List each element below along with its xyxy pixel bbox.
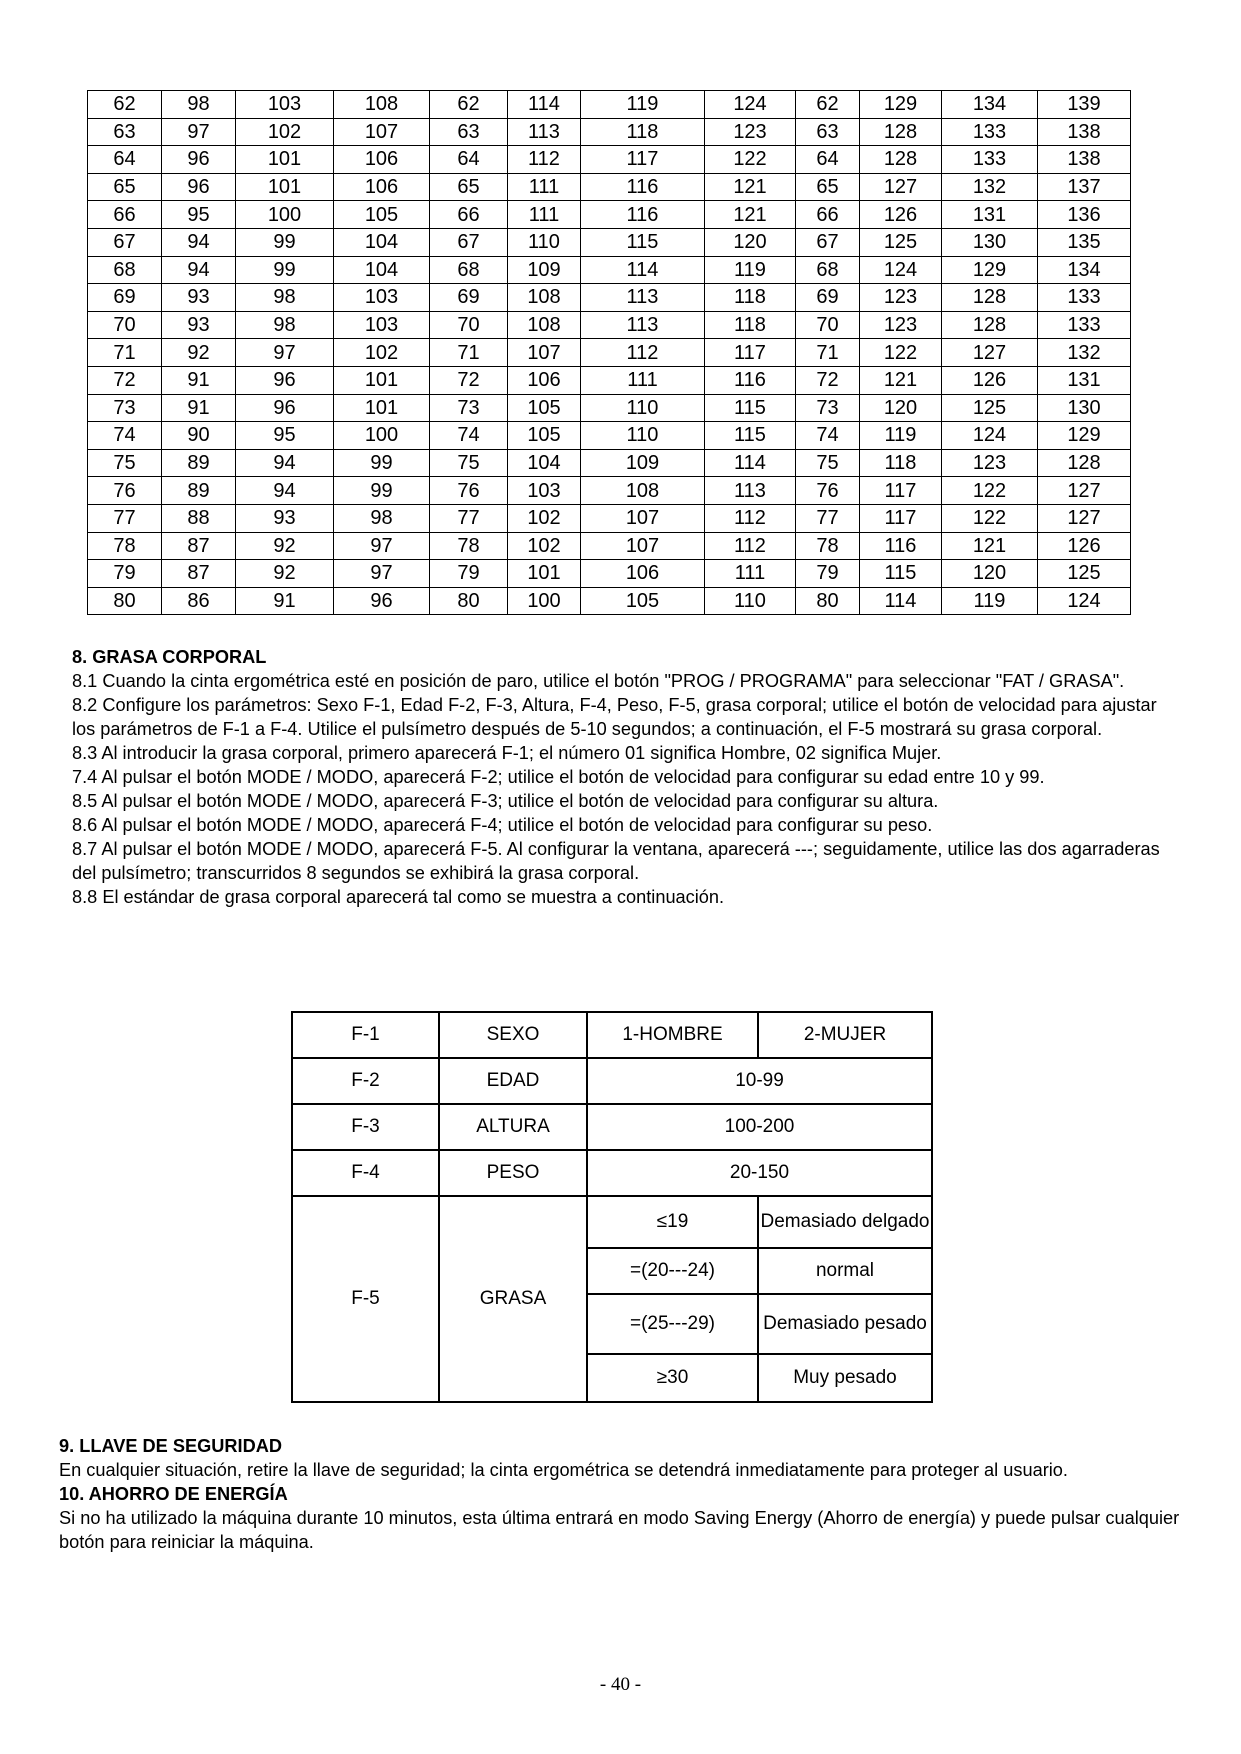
table-cell: 76 bbox=[430, 477, 508, 505]
table-cell: 124 bbox=[860, 256, 942, 284]
table-cell: 104 bbox=[334, 256, 430, 284]
table-cell: 130 bbox=[942, 228, 1038, 256]
table-cell: 93 bbox=[236, 504, 334, 532]
param-name: GRASA bbox=[439, 1196, 587, 1402]
table-cell: 113 bbox=[705, 477, 796, 505]
table-cell: 112 bbox=[581, 339, 705, 367]
fat-range: ≥30 bbox=[587, 1354, 758, 1402]
table-cell: 105 bbox=[508, 394, 581, 422]
table-cell: 122 bbox=[942, 477, 1038, 505]
table-cell: 91 bbox=[236, 587, 334, 615]
table-cell: 96 bbox=[162, 173, 236, 201]
table-cell: 75 bbox=[796, 449, 860, 477]
table-cell: 72 bbox=[430, 366, 508, 394]
table-cell: 125 bbox=[1038, 560, 1131, 588]
table-cell: 115 bbox=[705, 422, 796, 450]
table-cell: 111 bbox=[581, 366, 705, 394]
table-cell: 127 bbox=[942, 339, 1038, 367]
table-cell: 126 bbox=[1038, 532, 1131, 560]
table-cell: 65 bbox=[796, 173, 860, 201]
table-cell: 138 bbox=[1038, 118, 1131, 146]
table-cell: 64 bbox=[430, 146, 508, 174]
table-row bbox=[292, 1196, 932, 1248]
paragraph: 8.3 Al introducir la grasa corporal, primero aparecerá F-1; el número 01 significa Hombre, 02 significa Mujer. bbox=[72, 743, 942, 763]
table-cell: 62 bbox=[796, 91, 860, 119]
page-number: - 40 - bbox=[599, 1674, 642, 1695]
section-safety-and-energy bbox=[59, 1434, 1189, 1554]
table-cell: 114 bbox=[508, 91, 581, 119]
table-cell: 64 bbox=[796, 146, 860, 174]
table-cell: 75 bbox=[430, 449, 508, 477]
table-cell: 128 bbox=[1038, 449, 1131, 477]
param-code: F-4 bbox=[292, 1150, 439, 1196]
table-cell: 133 bbox=[1038, 311, 1131, 339]
table-cell: 113 bbox=[581, 311, 705, 339]
param-name: SEXO bbox=[439, 1012, 587, 1058]
table-cell: 103 bbox=[508, 477, 581, 505]
table-cell: 118 bbox=[581, 118, 705, 146]
table-cell: 116 bbox=[705, 366, 796, 394]
fat-level-label: normal bbox=[758, 1248, 932, 1294]
table-cell: 105 bbox=[508, 422, 581, 450]
table-row bbox=[88, 366, 1131, 394]
table-cell: 97 bbox=[162, 118, 236, 146]
table-cell: 125 bbox=[860, 228, 942, 256]
table-cell: 105 bbox=[581, 587, 705, 615]
table-cell: 89 bbox=[162, 449, 236, 477]
table-cell: 107 bbox=[508, 339, 581, 367]
table-cell: 119 bbox=[705, 256, 796, 284]
table-row bbox=[88, 173, 1131, 201]
table-row bbox=[88, 504, 1131, 532]
table-cell: 119 bbox=[860, 422, 942, 450]
table-cell: 95 bbox=[236, 422, 334, 450]
table-cell: 116 bbox=[581, 201, 705, 229]
table-cell: 111 bbox=[705, 560, 796, 588]
table-cell: 98 bbox=[334, 504, 430, 532]
table-cell: 112 bbox=[508, 146, 581, 174]
table-cell: 123 bbox=[705, 118, 796, 146]
table-cell: 92 bbox=[162, 339, 236, 367]
table-cell: 71 bbox=[430, 339, 508, 367]
table-row bbox=[292, 1150, 932, 1196]
table-cell: 98 bbox=[162, 91, 236, 119]
table-cell: 103 bbox=[334, 284, 430, 312]
table-cell: 137 bbox=[1038, 173, 1131, 201]
table-cell: 106 bbox=[334, 173, 430, 201]
table-cell: 128 bbox=[942, 311, 1038, 339]
table-cell: 99 bbox=[334, 477, 430, 505]
table-cell: 106 bbox=[508, 366, 581, 394]
table-cell: 91 bbox=[162, 394, 236, 422]
fat-level-label: Demasiado delgado bbox=[758, 1196, 932, 1248]
table-cell: 123 bbox=[860, 311, 942, 339]
table-cell: 128 bbox=[860, 146, 942, 174]
table-cell: 104 bbox=[334, 228, 430, 256]
table-cell: 107 bbox=[334, 118, 430, 146]
table-cell: 72 bbox=[796, 366, 860, 394]
table-cell: 69 bbox=[88, 284, 162, 312]
table-cell: 129 bbox=[1038, 422, 1131, 450]
table-cell: 63 bbox=[88, 118, 162, 146]
table-row bbox=[88, 339, 1131, 367]
table-cell: 96 bbox=[236, 394, 334, 422]
table-cell: 100 bbox=[334, 422, 430, 450]
table-row bbox=[88, 118, 1131, 146]
paragraph: 7.4 Al pulsar el botón MODE / MODO, aparecerá F-2; utilice el botón de velocidad para configurar su edad entre 10 y 99. bbox=[72, 767, 1045, 787]
table-cell: 120 bbox=[942, 560, 1038, 588]
table-cell: 124 bbox=[1038, 587, 1131, 615]
table-cell: 117 bbox=[581, 146, 705, 174]
fat-level-label: Demasiado pesado bbox=[758, 1294, 932, 1354]
table-cell: 107 bbox=[581, 504, 705, 532]
table-cell: 94 bbox=[162, 256, 236, 284]
table-cell: 131 bbox=[1038, 366, 1131, 394]
table-cell: 99 bbox=[236, 256, 334, 284]
param-code: F-2 bbox=[292, 1058, 439, 1104]
table-cell: 68 bbox=[796, 256, 860, 284]
table-cell: 107 bbox=[581, 532, 705, 560]
table-cell: 97 bbox=[334, 532, 430, 560]
table-cell: 79 bbox=[88, 560, 162, 588]
table-cell: 135 bbox=[1038, 228, 1131, 256]
table-cell: 75 bbox=[88, 449, 162, 477]
table-cell: 132 bbox=[1038, 339, 1131, 367]
param-name: PESO bbox=[439, 1150, 587, 1196]
table-cell: 87 bbox=[162, 532, 236, 560]
table-cell: 124 bbox=[705, 91, 796, 119]
table-cell: 70 bbox=[796, 311, 860, 339]
table-cell: 93 bbox=[162, 284, 236, 312]
table-cell: 73 bbox=[796, 394, 860, 422]
table-cell: 91 bbox=[162, 366, 236, 394]
section-body-fat bbox=[72, 645, 1182, 909]
fat-range: ≤19 bbox=[587, 1196, 758, 1248]
table-cell: 115 bbox=[581, 228, 705, 256]
table-cell: 117 bbox=[860, 504, 942, 532]
body-fat-parameter-table bbox=[291, 1011, 933, 1403]
table-cell: 100 bbox=[236, 201, 334, 229]
table-cell: 127 bbox=[1038, 504, 1131, 532]
table-cell: 108 bbox=[581, 477, 705, 505]
table-cell: 108 bbox=[334, 91, 430, 119]
table-cell: 119 bbox=[942, 587, 1038, 615]
table-cell: 73 bbox=[88, 394, 162, 422]
table-cell: 74 bbox=[88, 422, 162, 450]
table-cell: 64 bbox=[88, 146, 162, 174]
table-cell: 98 bbox=[236, 311, 334, 339]
table-cell: 122 bbox=[860, 339, 942, 367]
table-cell: 133 bbox=[942, 146, 1038, 174]
param-option: 1-HOMBRE bbox=[587, 1012, 758, 1058]
table-cell: 136 bbox=[1038, 201, 1131, 229]
table-cell: 67 bbox=[796, 228, 860, 256]
param-range: 100-200 bbox=[587, 1104, 932, 1150]
table-cell: 127 bbox=[1038, 477, 1131, 505]
table-cell: 112 bbox=[705, 532, 796, 560]
table-cell: 98 bbox=[236, 284, 334, 312]
table-cell: 114 bbox=[705, 449, 796, 477]
table-cell: 66 bbox=[796, 201, 860, 229]
table-cell: 92 bbox=[236, 560, 334, 588]
table-row bbox=[88, 228, 1131, 256]
table-cell: 76 bbox=[796, 477, 860, 505]
fat-level-label: Muy pesado bbox=[758, 1354, 932, 1402]
param-name: EDAD bbox=[439, 1058, 587, 1104]
param-range: 20-150 bbox=[587, 1150, 932, 1196]
table-cell: 99 bbox=[334, 449, 430, 477]
table-row bbox=[88, 422, 1131, 450]
table-cell: 106 bbox=[581, 560, 705, 588]
table-row bbox=[88, 146, 1131, 174]
table-cell: 97 bbox=[334, 560, 430, 588]
table-row bbox=[88, 477, 1131, 505]
table-cell: 130 bbox=[1038, 394, 1131, 422]
table-cell: 122 bbox=[942, 504, 1038, 532]
table-cell: 118 bbox=[705, 284, 796, 312]
param-option: 2-MUJER bbox=[758, 1012, 932, 1058]
table-cell: 101 bbox=[334, 366, 430, 394]
table-cell: 92 bbox=[236, 532, 334, 560]
table-cell: 112 bbox=[705, 504, 796, 532]
table-cell: 90 bbox=[162, 422, 236, 450]
table-cell: 74 bbox=[430, 422, 508, 450]
table-cell: 68 bbox=[88, 256, 162, 284]
table-cell: 80 bbox=[796, 587, 860, 615]
table-cell: 86 bbox=[162, 587, 236, 615]
paragraph: 8.5 Al pulsar el botón MODE / MODO, aparecerá F-3; utilice el botón de velocidad para configurar su altura. bbox=[72, 791, 939, 811]
table-cell: 87 bbox=[162, 560, 236, 588]
table-cell: 79 bbox=[430, 560, 508, 588]
table-cell: 111 bbox=[508, 173, 581, 201]
table-row bbox=[88, 91, 1131, 119]
table-cell: 66 bbox=[430, 201, 508, 229]
table-cell: 101 bbox=[334, 394, 430, 422]
table-cell: 94 bbox=[236, 477, 334, 505]
table-cell: 94 bbox=[162, 228, 236, 256]
table-cell: 68 bbox=[430, 256, 508, 284]
table-cell: 78 bbox=[796, 532, 860, 560]
table-cell: 115 bbox=[705, 394, 796, 422]
table-cell: 108 bbox=[508, 311, 581, 339]
table-cell: 113 bbox=[581, 284, 705, 312]
table-row bbox=[292, 1104, 932, 1150]
table-cell: 104 bbox=[508, 449, 581, 477]
table-cell: 126 bbox=[860, 201, 942, 229]
paragraph: 8.6 Al pulsar el botón MODE / MODO, aparecerá F-4; utilice el botón de velocidad para configurar su peso. bbox=[72, 815, 933, 835]
fat-range: =(25---29) bbox=[587, 1294, 758, 1354]
table-row bbox=[88, 587, 1131, 615]
param-code: F-3 bbox=[292, 1104, 439, 1150]
table-cell: 102 bbox=[334, 339, 430, 367]
table-cell: 67 bbox=[430, 228, 508, 256]
table-cell: 97 bbox=[236, 339, 334, 367]
table-cell: 126 bbox=[942, 366, 1038, 394]
table-cell: 117 bbox=[860, 477, 942, 505]
table-row bbox=[88, 449, 1131, 477]
table-cell: 121 bbox=[860, 366, 942, 394]
table-cell: 122 bbox=[705, 146, 796, 174]
table-cell: 114 bbox=[581, 256, 705, 284]
table-cell: 133 bbox=[1038, 284, 1131, 312]
table-cell: 101 bbox=[236, 146, 334, 174]
table-cell: 71 bbox=[796, 339, 860, 367]
table-cell: 80 bbox=[88, 587, 162, 615]
table-cell: 113 bbox=[508, 118, 581, 146]
table-cell: 110 bbox=[705, 587, 796, 615]
table-cell: 109 bbox=[581, 449, 705, 477]
paragraph: Si no ha utilizado la máquina durante 10 minutos, esta última entrará en modo Saving Energy (Ahorro de energía) y puede pulsar cualquier botón para reiniciar la máquina. bbox=[59, 1508, 1180, 1552]
table-cell: 133 bbox=[942, 118, 1038, 146]
section-title: 9. LLAVE DE SEGURIDAD bbox=[59, 1436, 282, 1456]
table-cell: 70 bbox=[430, 311, 508, 339]
paragraph: En cualquier situación, retire la llave de seguridad; la cinta ergométrica se detendrá inmediatamente para proteger al usuario. bbox=[59, 1460, 1068, 1480]
table-cell: 70 bbox=[88, 311, 162, 339]
table-cell: 76 bbox=[88, 477, 162, 505]
table-cell: 95 bbox=[162, 201, 236, 229]
param-code: F-1 bbox=[292, 1012, 439, 1058]
table-cell: 117 bbox=[705, 339, 796, 367]
table-cell: 111 bbox=[508, 201, 581, 229]
table-cell: 132 bbox=[942, 173, 1038, 201]
table-cell: 128 bbox=[860, 118, 942, 146]
table-cell: 71 bbox=[88, 339, 162, 367]
param-name: ALTURA bbox=[439, 1104, 587, 1150]
table-cell: 125 bbox=[942, 394, 1038, 422]
table-cell: 128 bbox=[942, 284, 1038, 312]
table-cell: 129 bbox=[860, 91, 942, 119]
table-cell: 96 bbox=[334, 587, 430, 615]
paragraph: 8.2 Configure los parámetros: Sexo F-1, Edad F-2, F-3, Altura, F-4, Peso, F-5, grasa corporal; utilice el botón de velocidad para ajustar los parámetros de F-1 a F-4. Utilice el pulsímetro después de 5-10 segundos; a continuación, el F-5 mostrará su grasa corporal. bbox=[72, 695, 1157, 739]
table-cell: 103 bbox=[334, 311, 430, 339]
table-cell: 114 bbox=[860, 587, 942, 615]
table-cell: 65 bbox=[430, 173, 508, 201]
table-row bbox=[88, 284, 1131, 312]
table-cell: 80 bbox=[430, 587, 508, 615]
table-cell: 118 bbox=[705, 311, 796, 339]
table-cell: 89 bbox=[162, 477, 236, 505]
table-cell: 102 bbox=[508, 532, 581, 560]
table-row bbox=[88, 560, 1131, 588]
table-cell: 127 bbox=[860, 173, 942, 201]
table-cell: 120 bbox=[705, 228, 796, 256]
table-cell: 120 bbox=[860, 394, 942, 422]
table-cell: 109 bbox=[508, 256, 581, 284]
table-cell: 79 bbox=[796, 560, 860, 588]
table-cell: 124 bbox=[942, 422, 1038, 450]
table-cell: 96 bbox=[162, 146, 236, 174]
table-cell: 77 bbox=[430, 504, 508, 532]
table-cell: 138 bbox=[1038, 146, 1131, 174]
table-cell: 74 bbox=[796, 422, 860, 450]
table-cell: 72 bbox=[88, 366, 162, 394]
table-cell: 116 bbox=[581, 173, 705, 201]
table-cell: 129 bbox=[942, 256, 1038, 284]
table-cell: 108 bbox=[508, 284, 581, 312]
table-cell: 101 bbox=[508, 560, 581, 588]
table-cell: 121 bbox=[705, 173, 796, 201]
table-cell: 121 bbox=[942, 532, 1038, 560]
table-cell: 77 bbox=[88, 504, 162, 532]
table-cell: 115 bbox=[860, 560, 942, 588]
table-cell: 99 bbox=[236, 228, 334, 256]
fat-range: =(20---24) bbox=[587, 1248, 758, 1294]
table-cell: 78 bbox=[88, 532, 162, 560]
table-cell: 131 bbox=[942, 201, 1038, 229]
table-cell: 139 bbox=[1038, 91, 1131, 119]
param-range: 10-99 bbox=[587, 1058, 932, 1104]
table-row bbox=[88, 201, 1131, 229]
table-cell: 105 bbox=[334, 201, 430, 229]
table-cell: 62 bbox=[430, 91, 508, 119]
table-row bbox=[88, 256, 1131, 284]
table-row bbox=[88, 394, 1131, 422]
table-cell: 77 bbox=[796, 504, 860, 532]
table-cell: 65 bbox=[88, 173, 162, 201]
paragraph: 8.1 Cuando la cinta ergométrica esté en posición de paro, utilice el botón "PROG / PROGRAMA" para seleccionar "FAT / GRASA". bbox=[72, 671, 1125, 691]
table-cell: 123 bbox=[860, 284, 942, 312]
table-cell: 96 bbox=[236, 366, 334, 394]
table-cell: 118 bbox=[860, 449, 942, 477]
table-cell: 93 bbox=[162, 311, 236, 339]
paragraph: 8.8 El estándar de grasa corporal aparecerá tal como se muestra a continuación. bbox=[72, 887, 725, 907]
table-cell: 67 bbox=[88, 228, 162, 256]
table-cell: 63 bbox=[796, 118, 860, 146]
table-cell: 94 bbox=[236, 449, 334, 477]
table-cell: 62 bbox=[88, 91, 162, 119]
table-cell: 106 bbox=[334, 146, 430, 174]
table-cell: 110 bbox=[581, 422, 705, 450]
table-cell: 116 bbox=[860, 532, 942, 560]
table-cell: 100 bbox=[508, 587, 581, 615]
table-cell: 134 bbox=[942, 91, 1038, 119]
table-cell: 66 bbox=[88, 201, 162, 229]
paragraph: 8.7 Al pulsar el botón MODE / MODO, aparecerá F-5. Al configurar la ventana, aparecerá ---; seguidamente, utilice las dos agarraderas del pulsímetro; transcurridos 8 segundos se exhibirá la grasa corporal. bbox=[72, 839, 1160, 883]
table-cell: 110 bbox=[508, 228, 581, 256]
table-cell: 102 bbox=[508, 504, 581, 532]
section-title: 10. AHORRO DE ENERGÍA bbox=[59, 1484, 288, 1504]
table-cell: 69 bbox=[430, 284, 508, 312]
table-row bbox=[88, 311, 1131, 339]
table-cell: 102 bbox=[236, 118, 334, 146]
table-cell: 103 bbox=[236, 91, 334, 119]
param-code: F-5 bbox=[292, 1196, 439, 1402]
heart-rate-table bbox=[87, 90, 1131, 615]
table-cell: 88 bbox=[162, 504, 236, 532]
table-cell: 63 bbox=[430, 118, 508, 146]
table-row bbox=[292, 1012, 932, 1058]
table-cell: 121 bbox=[705, 201, 796, 229]
table-cell: 110 bbox=[581, 394, 705, 422]
table-cell: 101 bbox=[236, 173, 334, 201]
table-row bbox=[292, 1058, 932, 1104]
table-row bbox=[88, 532, 1131, 560]
table-cell: 73 bbox=[430, 394, 508, 422]
table-cell: 69 bbox=[796, 284, 860, 312]
table-cell: 123 bbox=[942, 449, 1038, 477]
table-cell: 134 bbox=[1038, 256, 1131, 284]
table-cell: 78 bbox=[430, 532, 508, 560]
table-cell: 119 bbox=[581, 91, 705, 119]
section-title: 8. GRASA CORPORAL bbox=[72, 647, 267, 667]
